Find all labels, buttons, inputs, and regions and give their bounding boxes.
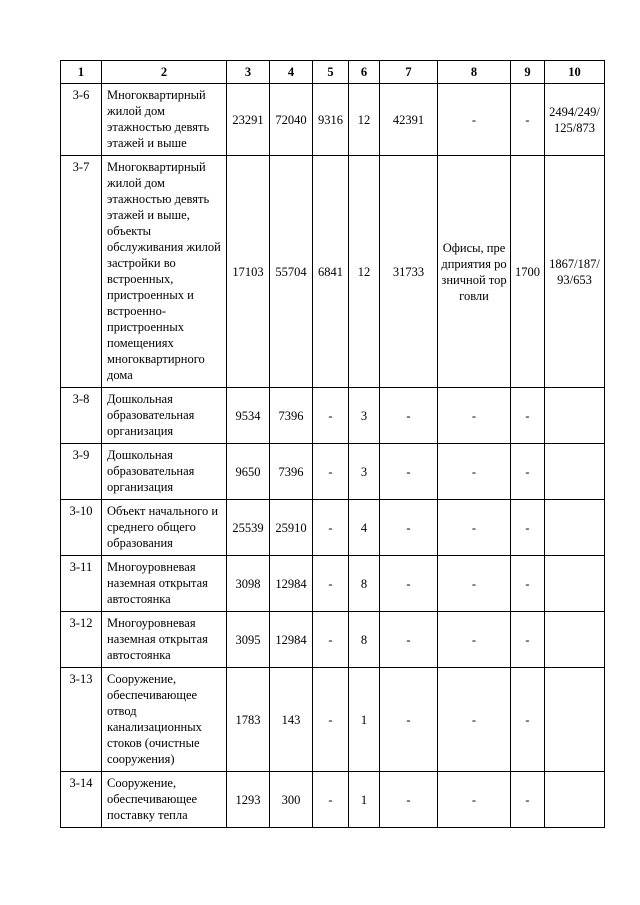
cell-col4: 25910 — [270, 500, 313, 556]
cell-col3: 1293 — [227, 772, 270, 828]
cell-col4: 7396 — [270, 444, 313, 500]
cell-col3: 3098 — [227, 556, 270, 612]
col-header-10: 10 — [545, 61, 605, 84]
cell-col10 — [545, 556, 605, 612]
table-row — [61, 612, 605, 668]
cell-col6: 12 — [349, 84, 380, 156]
cell-col7: - — [380, 556, 438, 612]
cell-col7: - — [380, 668, 438, 772]
cell-object-name: Многоуровневая наземная открытая автостоянка — [102, 556, 227, 612]
cell-col5: - — [313, 612, 349, 668]
cell-object-name: Объект начального и среднего общего образования — [102, 500, 227, 556]
table-row — [61, 388, 605, 444]
cell-col4: 12984 — [270, 556, 313, 612]
cell-col6: 8 — [349, 556, 380, 612]
cell-col10 — [545, 612, 605, 668]
cell-col7: - — [380, 388, 438, 444]
cell-col8: - — [438, 612, 511, 668]
cell-col5: - — [313, 556, 349, 612]
table-row — [61, 772, 605, 828]
table-row — [61, 500, 605, 556]
cell-col6: 1 — [349, 668, 380, 772]
document-table — [60, 60, 605, 828]
cell-col5: 9316 — [313, 84, 349, 156]
cell-col8: - — [438, 772, 511, 828]
cell-col6: 4 — [349, 500, 380, 556]
cell-col7: - — [380, 772, 438, 828]
cell-object-name: Сооружение, обеспечивающее отвод канализационных стоков (очистные сооружения) — [102, 668, 227, 772]
cell-col9: - — [511, 612, 545, 668]
cell-col5: - — [313, 388, 349, 444]
cell-col8: - — [438, 500, 511, 556]
cell-col8: Офисы, предприятия розничной торговли — [438, 156, 511, 388]
cell-object-name: Многоквартирный жилой дом этажностью девять этажей и выше, объекты обслуживания жилой застройки во встроенных, пристроенных и встроенно-пристроенных помещениях многоквартирного дома — [102, 156, 227, 388]
table-row — [61, 156, 605, 388]
cell-object-name: Дошкольная образовательная организация — [102, 388, 227, 444]
cell-col5: - — [313, 772, 349, 828]
cell-number: 3-11 — [61, 556, 102, 612]
cell-col10: 1867/187/93/653 — [545, 156, 605, 388]
cell-col4: 72040 — [270, 84, 313, 156]
cell-col9: - — [511, 388, 545, 444]
cell-col7: - — [380, 444, 438, 500]
cell-number: 3-8 — [61, 388, 102, 444]
cell-number: 3-14 — [61, 772, 102, 828]
cell-col8: - — [438, 444, 511, 500]
cell-col4: 12984 — [270, 612, 313, 668]
cell-col10 — [545, 500, 605, 556]
cell-object-name: Дошкольная образовательная организация — [102, 444, 227, 500]
cell-col9: - — [511, 556, 545, 612]
cell-col8: - — [438, 388, 511, 444]
cell-number: 3-9 — [61, 444, 102, 500]
col-header-2: 2 — [102, 61, 227, 84]
cell-col9: - — [511, 444, 545, 500]
cell-col6: 3 — [349, 444, 380, 500]
col-header-6: 6 — [349, 61, 380, 84]
table-row — [61, 668, 605, 772]
cell-col4: 300 — [270, 772, 313, 828]
cell-col9: - — [511, 500, 545, 556]
col-header-7: 7 — [380, 61, 438, 84]
col-header-4: 4 — [270, 61, 313, 84]
cell-col5: - — [313, 444, 349, 500]
cell-col7: 42391 — [380, 84, 438, 156]
cell-col3: 17103 — [227, 156, 270, 388]
cell-number: 3-13 — [61, 668, 102, 772]
col-header-1: 1 — [61, 61, 102, 84]
cell-col3: 1783 — [227, 668, 270, 772]
cell-col4: 55704 — [270, 156, 313, 388]
cell-object-name: Многоуровневая наземная открытая автостоянка — [102, 612, 227, 668]
cell-number: 3-7 — [61, 156, 102, 388]
table-row — [61, 444, 605, 500]
cell-col6: 8 — [349, 612, 380, 668]
cell-col8: - — [438, 556, 511, 612]
cell-col3: 9534 — [227, 388, 270, 444]
cell-object-name: Многоквартирный жилой дом этажностью девять этажей и выше — [102, 84, 227, 156]
col-header-8: 8 — [438, 61, 511, 84]
cell-col8: - — [438, 668, 511, 772]
cell-col5: - — [313, 500, 349, 556]
cell-col5: - — [313, 668, 349, 772]
cell-col6: 12 — [349, 156, 380, 388]
table-row — [61, 84, 605, 156]
cell-col10: 2494/249/125/873 — [545, 84, 605, 156]
cell-col9: - — [511, 668, 545, 772]
cell-col3: 9650 — [227, 444, 270, 500]
cell-col5: 6841 — [313, 156, 349, 388]
cell-col6: 3 — [349, 388, 380, 444]
col-header-9: 9 — [511, 61, 545, 84]
header-row — [61, 61, 605, 84]
col-header-5: 5 — [313, 61, 349, 84]
cell-col3: 3095 — [227, 612, 270, 668]
cell-col9: - — [511, 772, 545, 828]
cell-col3: 23291 — [227, 84, 270, 156]
cell-col7: - — [380, 500, 438, 556]
cell-col6: 1 — [349, 772, 380, 828]
cell-col10 — [545, 668, 605, 772]
cell-col4: 143 — [270, 668, 313, 772]
cell-col8: - — [438, 84, 511, 156]
table-row — [61, 556, 605, 612]
cell-col7: 31733 — [380, 156, 438, 388]
cell-number: 3-10 — [61, 500, 102, 556]
cell-number: 3-6 — [61, 84, 102, 156]
col-header-3: 3 — [227, 61, 270, 84]
cell-col3: 25539 — [227, 500, 270, 556]
cell-col9: 1700 — [511, 156, 545, 388]
cell-col9: - — [511, 84, 545, 156]
cell-object-name: Сооружение, обеспечивающее поставку тепла — [102, 772, 227, 828]
cell-col10 — [545, 388, 605, 444]
cell-col4: 7396 — [270, 388, 313, 444]
cell-number: 3-12 — [61, 612, 102, 668]
cell-col7: - — [380, 612, 438, 668]
cell-col10 — [545, 444, 605, 500]
cell-col10 — [545, 772, 605, 828]
